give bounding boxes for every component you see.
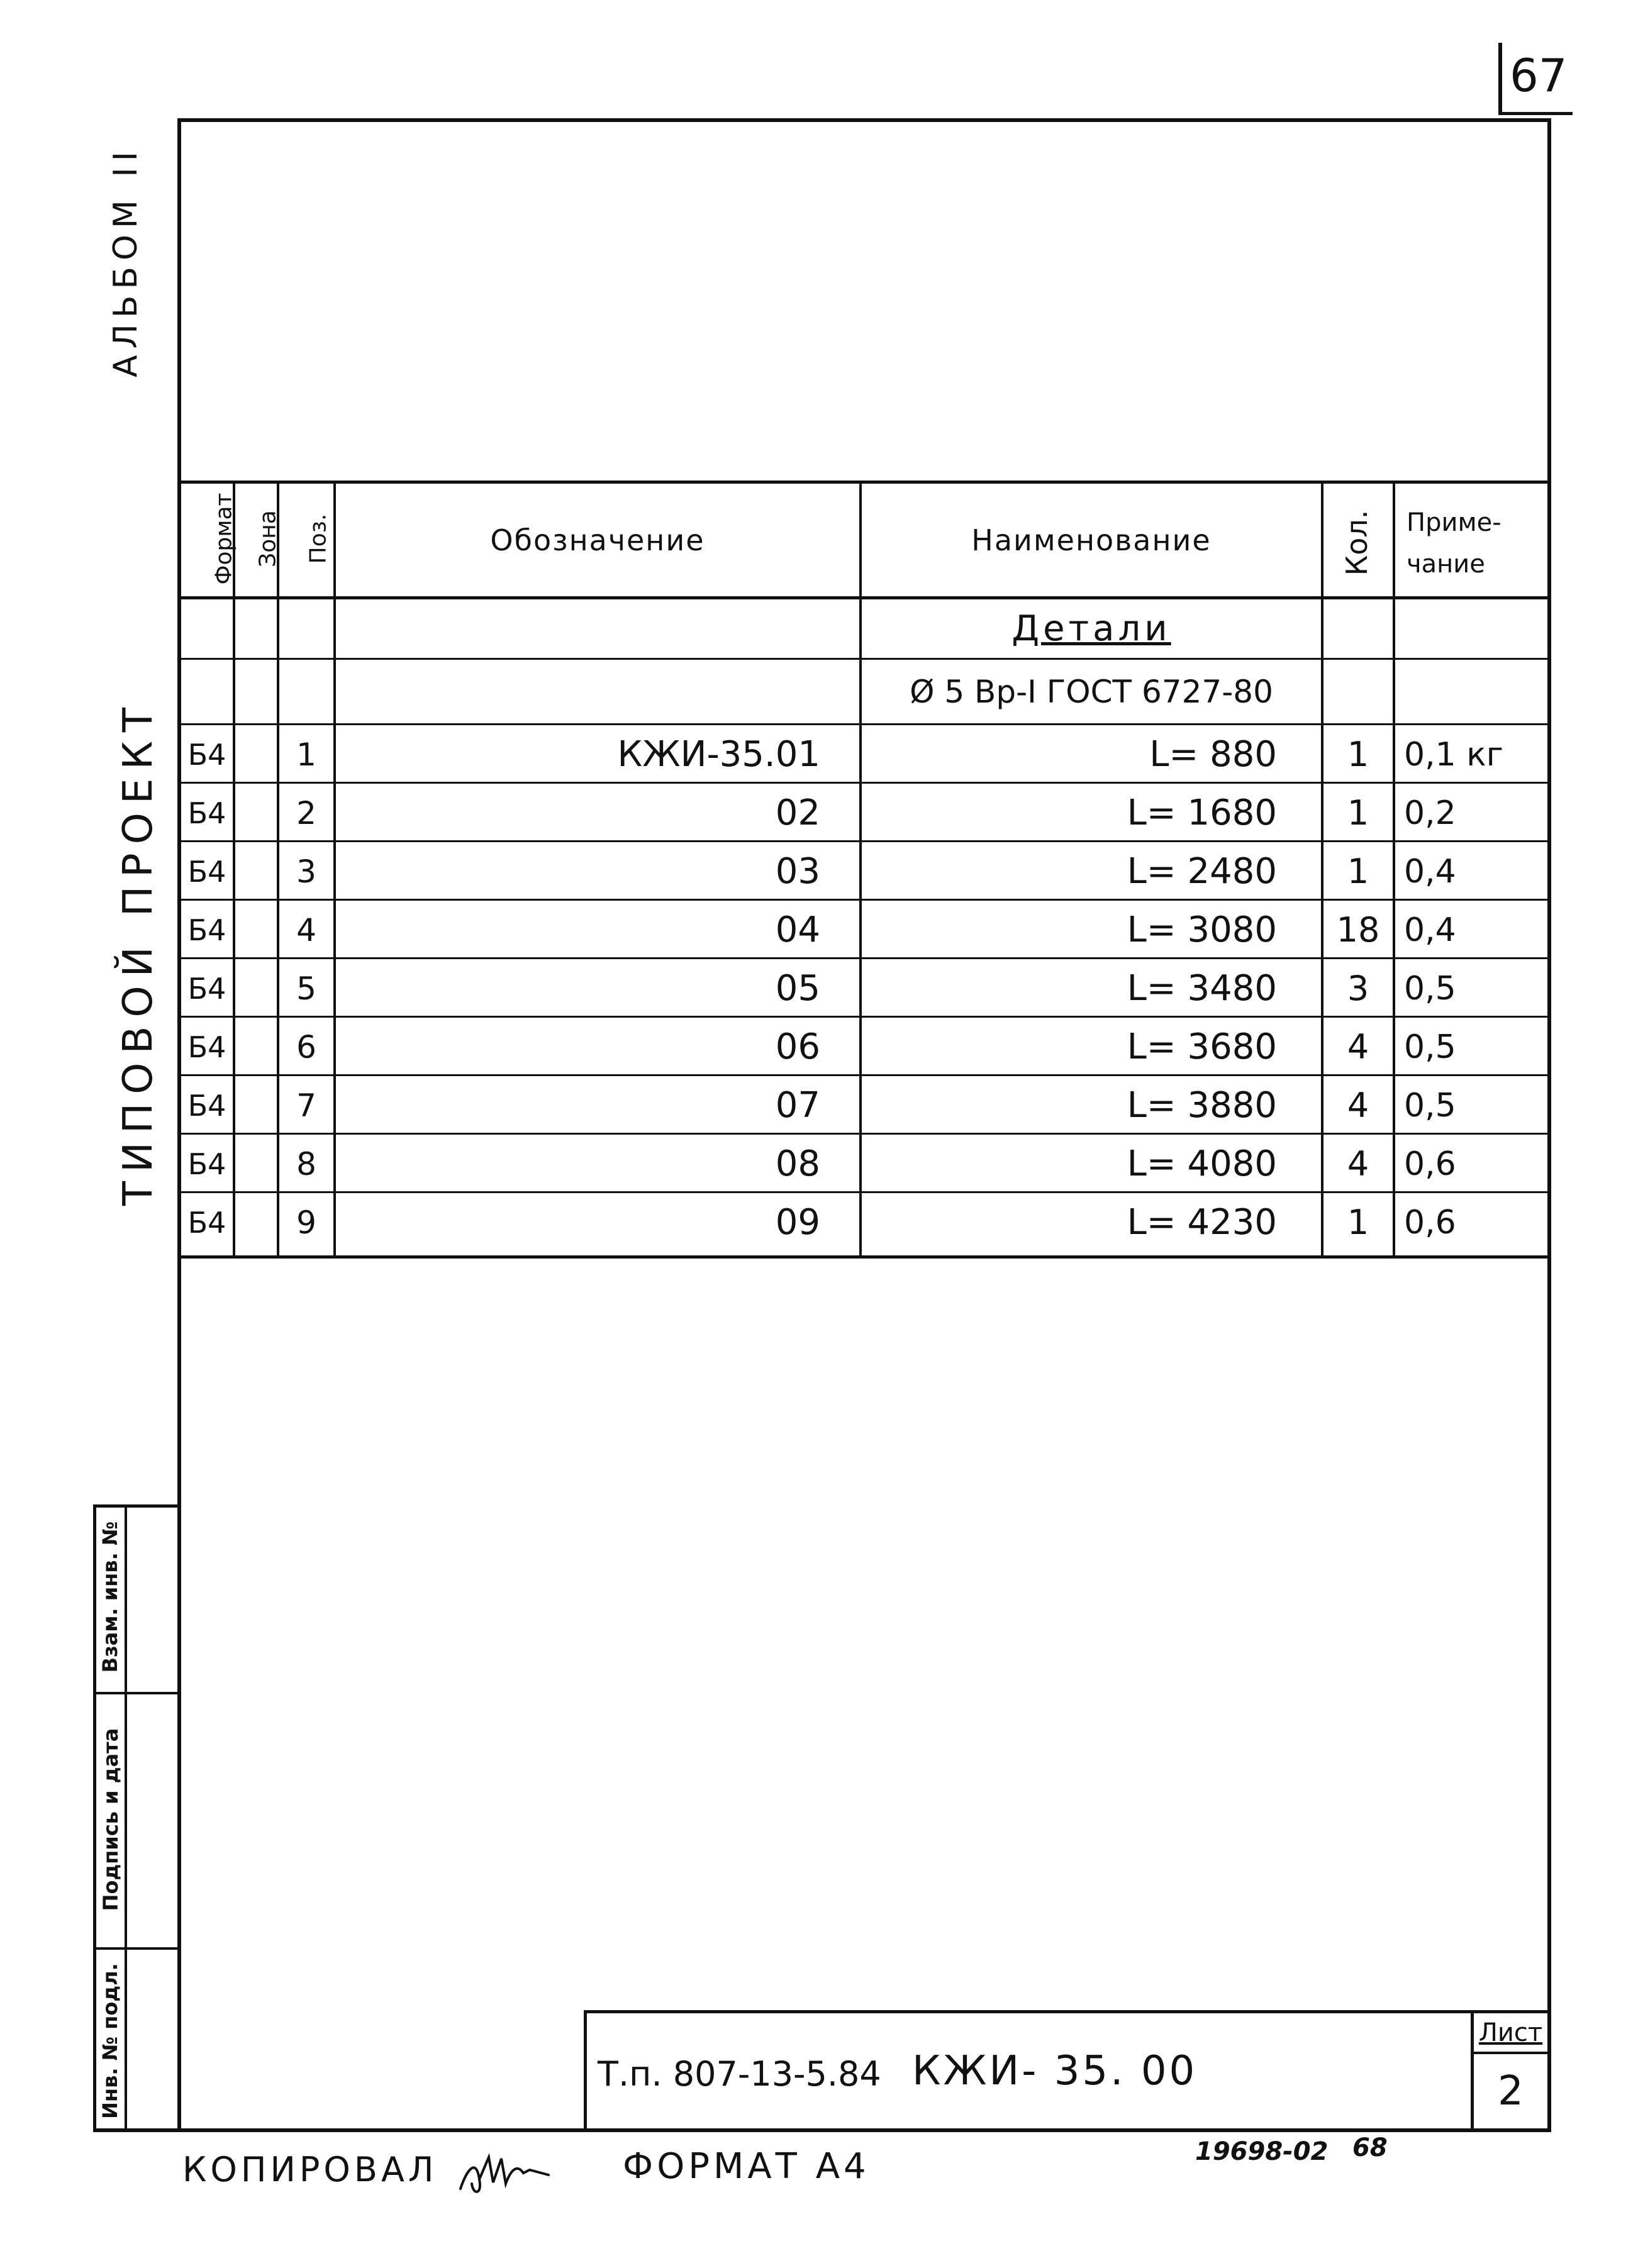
row-5-pos: 5 [296,970,316,1007]
table-bottom-line [177,1255,1551,1259]
col-line-6 [1393,481,1395,1258]
row-7-format: Б4 [187,1088,226,1123]
row-2-note: 0,2 [1404,794,1456,832]
row-4-format: Б4 [187,913,226,947]
row-6-name: L= 3680 [1127,1026,1277,1067]
stamp-label-sign-date: Подпись и дата [99,1728,123,1911]
frame-bottom [177,2128,1551,2132]
copier-signature [454,2145,561,2201]
header-designation: Обозначение [490,523,705,557]
stamp-label-interchange: Взам. инв. № [98,1521,122,1673]
header-name: Наименование [971,523,1212,557]
row-5-name: L= 3480 [1127,968,1277,1009]
row-6-note: 0,5 [1404,1028,1456,1066]
row-6-qty: 4 [1347,1027,1369,1067]
row-4-designation: 04 [775,909,820,950]
row-2-name: L= 1680 [1127,792,1277,833]
row-7-note: 0,5 [1404,1086,1456,1125]
sheet-number: 2 [1498,2068,1524,2115]
row-1-pos: 1 [296,736,316,773]
row-1-qty: 1 [1347,735,1369,774]
footer-archive-page: 68 [1352,2133,1388,2162]
row-1-format: Б4 [187,737,226,772]
row-1-note: 0,1 кг [1404,735,1503,774]
row-6-designation: 06 [775,1026,820,1067]
project-label: ТИПОВОЙ ПРОЕКТ [115,698,162,1206]
row-7-qty: 4 [1347,1086,1369,1125]
title-block-top [584,2010,1549,2013]
row-9-format: Б4 [187,1205,226,1240]
row-3-note: 0,4 [1404,852,1456,891]
footer-archive-number: 19698-02 [1195,2137,1329,2166]
row-4-note: 0,4 [1404,911,1456,949]
row-3-qty: 1 [1347,852,1369,891]
page-number: 67 [1510,49,1568,102]
row-8-name: L= 4080 [1127,1143,1277,1184]
album-label: АЛЬБОМ II [107,145,145,377]
row-9-pos: 9 [296,1204,316,1241]
row-5-format: Б4 [187,971,226,1006]
row-5-designation: 05 [775,968,820,1009]
header-qty: Кол. [1340,509,1374,576]
row-2-format: Б4 [187,796,226,830]
row-7-designation: 07 [775,1085,820,1126]
row-3-designation: 03 [775,851,820,892]
row-1-name: L= 880 [1149,734,1277,775]
row-8-note: 0,6 [1404,1145,1456,1183]
page-number-underline [1498,112,1573,115]
title-block-code: Т.п. 807-13-5.84 [598,2054,881,2094]
row-3-name: L= 2480 [1127,851,1277,892]
row-6-pos: 6 [296,1028,316,1065]
row-8-qty: 4 [1347,1144,1369,1184]
row-9-note: 0,6 [1404,1203,1456,1242]
stamp-label-inv-orig: Инв. № подл. [98,1963,122,2119]
row-4-name: L= 3080 [1127,909,1277,950]
row-9-designation: 09 [775,1202,820,1243]
stamp-border-left [93,1504,96,2132]
header-format: Формат [211,492,237,585]
row-8-pos: 8 [296,1145,316,1182]
col-line-1 [233,481,235,1258]
row-1-designation: КЖИ-35.01 [617,734,820,775]
row-3-pos: 3 [296,853,316,890]
sheet-label: Лист [1478,2018,1543,2047]
row-7-pos: 7 [296,1087,316,1124]
row-5-qty: 3 [1347,969,1369,1008]
row-7-name: L= 3880 [1127,1085,1277,1126]
row-9-qty: 1 [1347,1203,1369,1242]
footer-format: ФОРМАТ А4 [623,2146,870,2187]
header-zone: Зона [255,510,281,567]
row-8-designation: 08 [775,1143,820,1184]
stamp-divider-col [125,1504,127,2132]
page-number-separator [1498,43,1502,112]
row-5-note: 0,5 [1404,969,1456,1008]
frame-top [177,118,1551,122]
row-4-pos: 4 [296,911,316,948]
title-block-document: КЖИ- 35. 00 [912,2048,1198,2094]
row-9-name: L= 4230 [1127,1202,1277,1243]
row-4-qty: 18 [1336,910,1380,950]
title-block-left [584,2010,587,2132]
row-2-qty: 1 [1347,793,1369,833]
row-2-pos: 2 [296,794,316,831]
header-note-line2: чание [1407,550,1485,579]
section-title: Детали [1011,608,1171,649]
row-2-designation: 02 [775,792,820,833]
header-pos: Поз. [305,513,332,564]
row-3-format: Б4 [187,854,226,889]
material-spec: Ø 5 Вр-I ГОСТ 6727-80 [910,673,1273,710]
row-6-format: Б4 [187,1030,226,1064]
header-note-line1: Приме- [1407,508,1502,537]
row-8-format: Б4 [187,1147,226,1181]
frame-right [1547,118,1551,2132]
footer-copied: КОПИРОВАЛ [182,2150,438,2189]
